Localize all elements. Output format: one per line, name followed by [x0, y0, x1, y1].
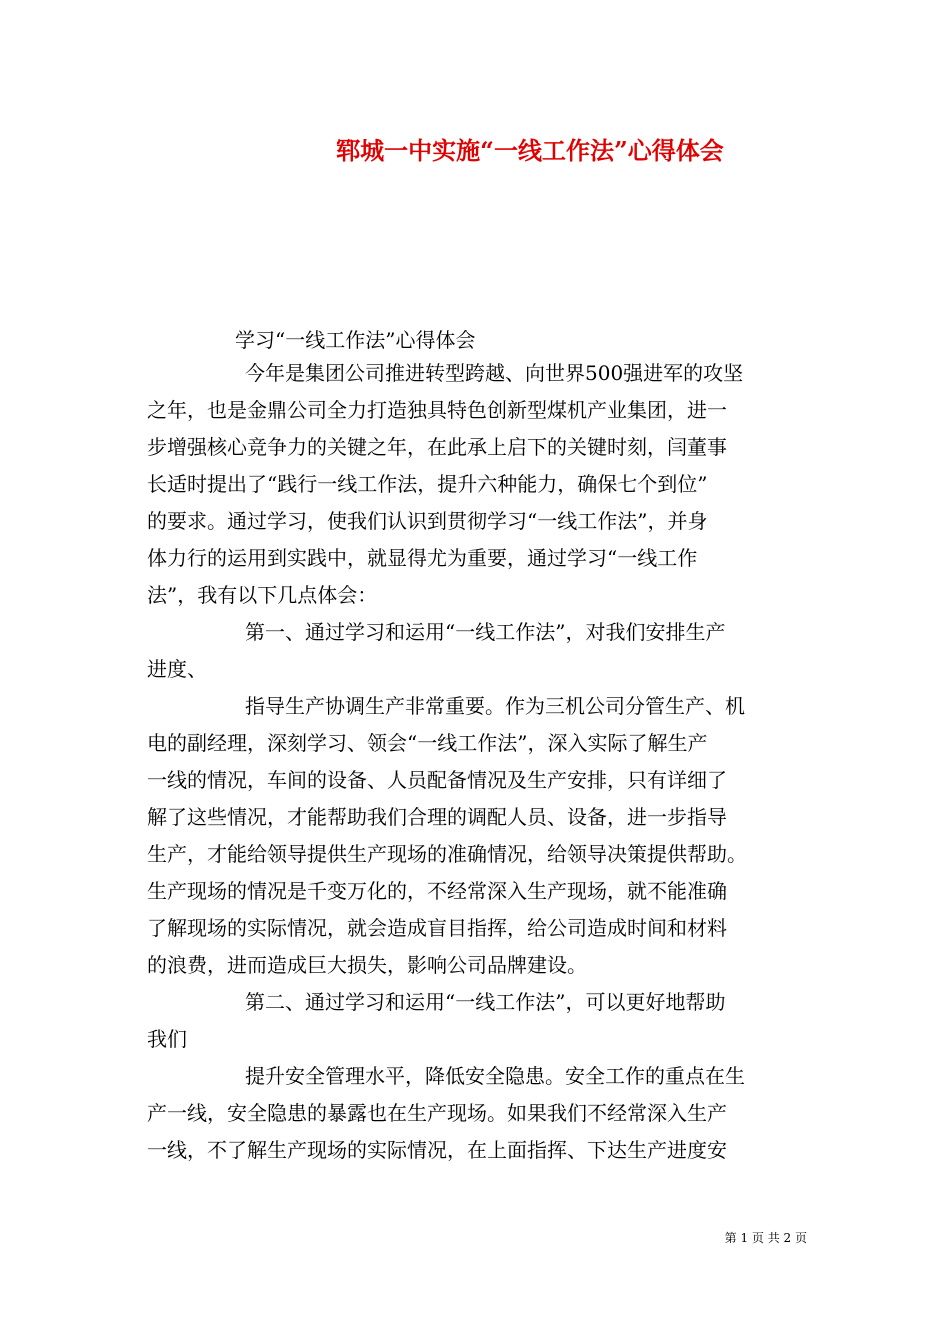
paragraph-line: 指导生产协调生产非常重要。作为三机公司分管生产、机: [245, 694, 745, 718]
paragraph-line: 生产现场的情况是千变万化的，不经常深入生产现场，就不能准确: [147, 879, 727, 903]
paragraph-line: 今年是集团公司推进转型跨越、向世界500强进军的攻坚: [245, 361, 744, 385]
page-footer: 第 1 页 共 2 页: [724, 1231, 807, 1245]
paragraph-line: 法”，我有以下几点体会：: [147, 583, 378, 607]
paragraph-list: [147, 355, 812, 1169]
paragraph-line: 电的副经理，深刻学习、领会“一线工作法”，深入实际了解生产: [147, 731, 708, 755]
paragraph: [147, 1058, 812, 1169]
paragraph-line: 第二、通过学习和运用“一线工作法”，可以更好地帮助: [245, 990, 726, 1014]
paragraph-line: 长适时提出了“践行一线工作法，提升六种能力，确保七个到位”: [147, 472, 708, 496]
paragraph-line: 第一、通过学习和运用“一线工作法”，对我们安排生产: [245, 620, 726, 644]
paragraph-line: 了解现场的实际情况，就会造成盲目指挥，给公司造成时间和材料: [147, 916, 727, 940]
paragraph-line: 体力行的运用到实践中，就显得尤为重要，通过学习“一线工作: [147, 546, 698, 570]
paragraph: [147, 614, 812, 688]
paragraph-line: 产一线，安全隐患的暴露也在生产现场。如果我们不经常深入生产: [147, 1101, 727, 1125]
paragraph: [147, 355, 812, 614]
paragraph-line: 一线的情况，车间的设备、人员配备情况及生产安排，只有详细了: [147, 768, 727, 792]
document-body: [147, 325, 812, 1169]
paragraph-line: 我们: [147, 1027, 187, 1051]
paragraph: [147, 688, 812, 984]
page-title: 郓城一中实施“一线工作法”心得体会: [336, 136, 724, 165]
paragraph-line: 提升安全管理水平，降低安全隐患。安全工作的重点在生: [245, 1064, 745, 1088]
paragraph-line: 的要求。通过学习，使我们认识到贯彻学习“一线工作法”，并身: [147, 509, 708, 533]
paragraph-line: 解了这些情况，才能帮助我们合理的调配人员、设备，进一步指导: [147, 805, 727, 829]
paragraph-line: 进度、: [147, 657, 207, 681]
paragraph-line: 之年，也是金鼎公司全力打造独具特色创新型煤机产业集团，进一: [147, 398, 727, 422]
paragraph-line: 生产，才能给领导提供生产现场的准确情况，给领导决策提供帮助。: [147, 842, 747, 866]
paragraph-line: 步增强核心竞争力的关键之年，在此承上启下的关键时刻，闫董事: [147, 435, 727, 459]
paragraph-line: 一线，不了解生产现场的实际情况，在上面指挥、下达生产进度安: [147, 1138, 727, 1162]
document-subtitle: 学习“一线工作法”心得体会: [235, 328, 476, 352]
paragraph: [147, 984, 812, 1058]
paragraph-line: 的浪费，进而造成巨大损失，影响公司品牌建设。: [147, 953, 587, 977]
